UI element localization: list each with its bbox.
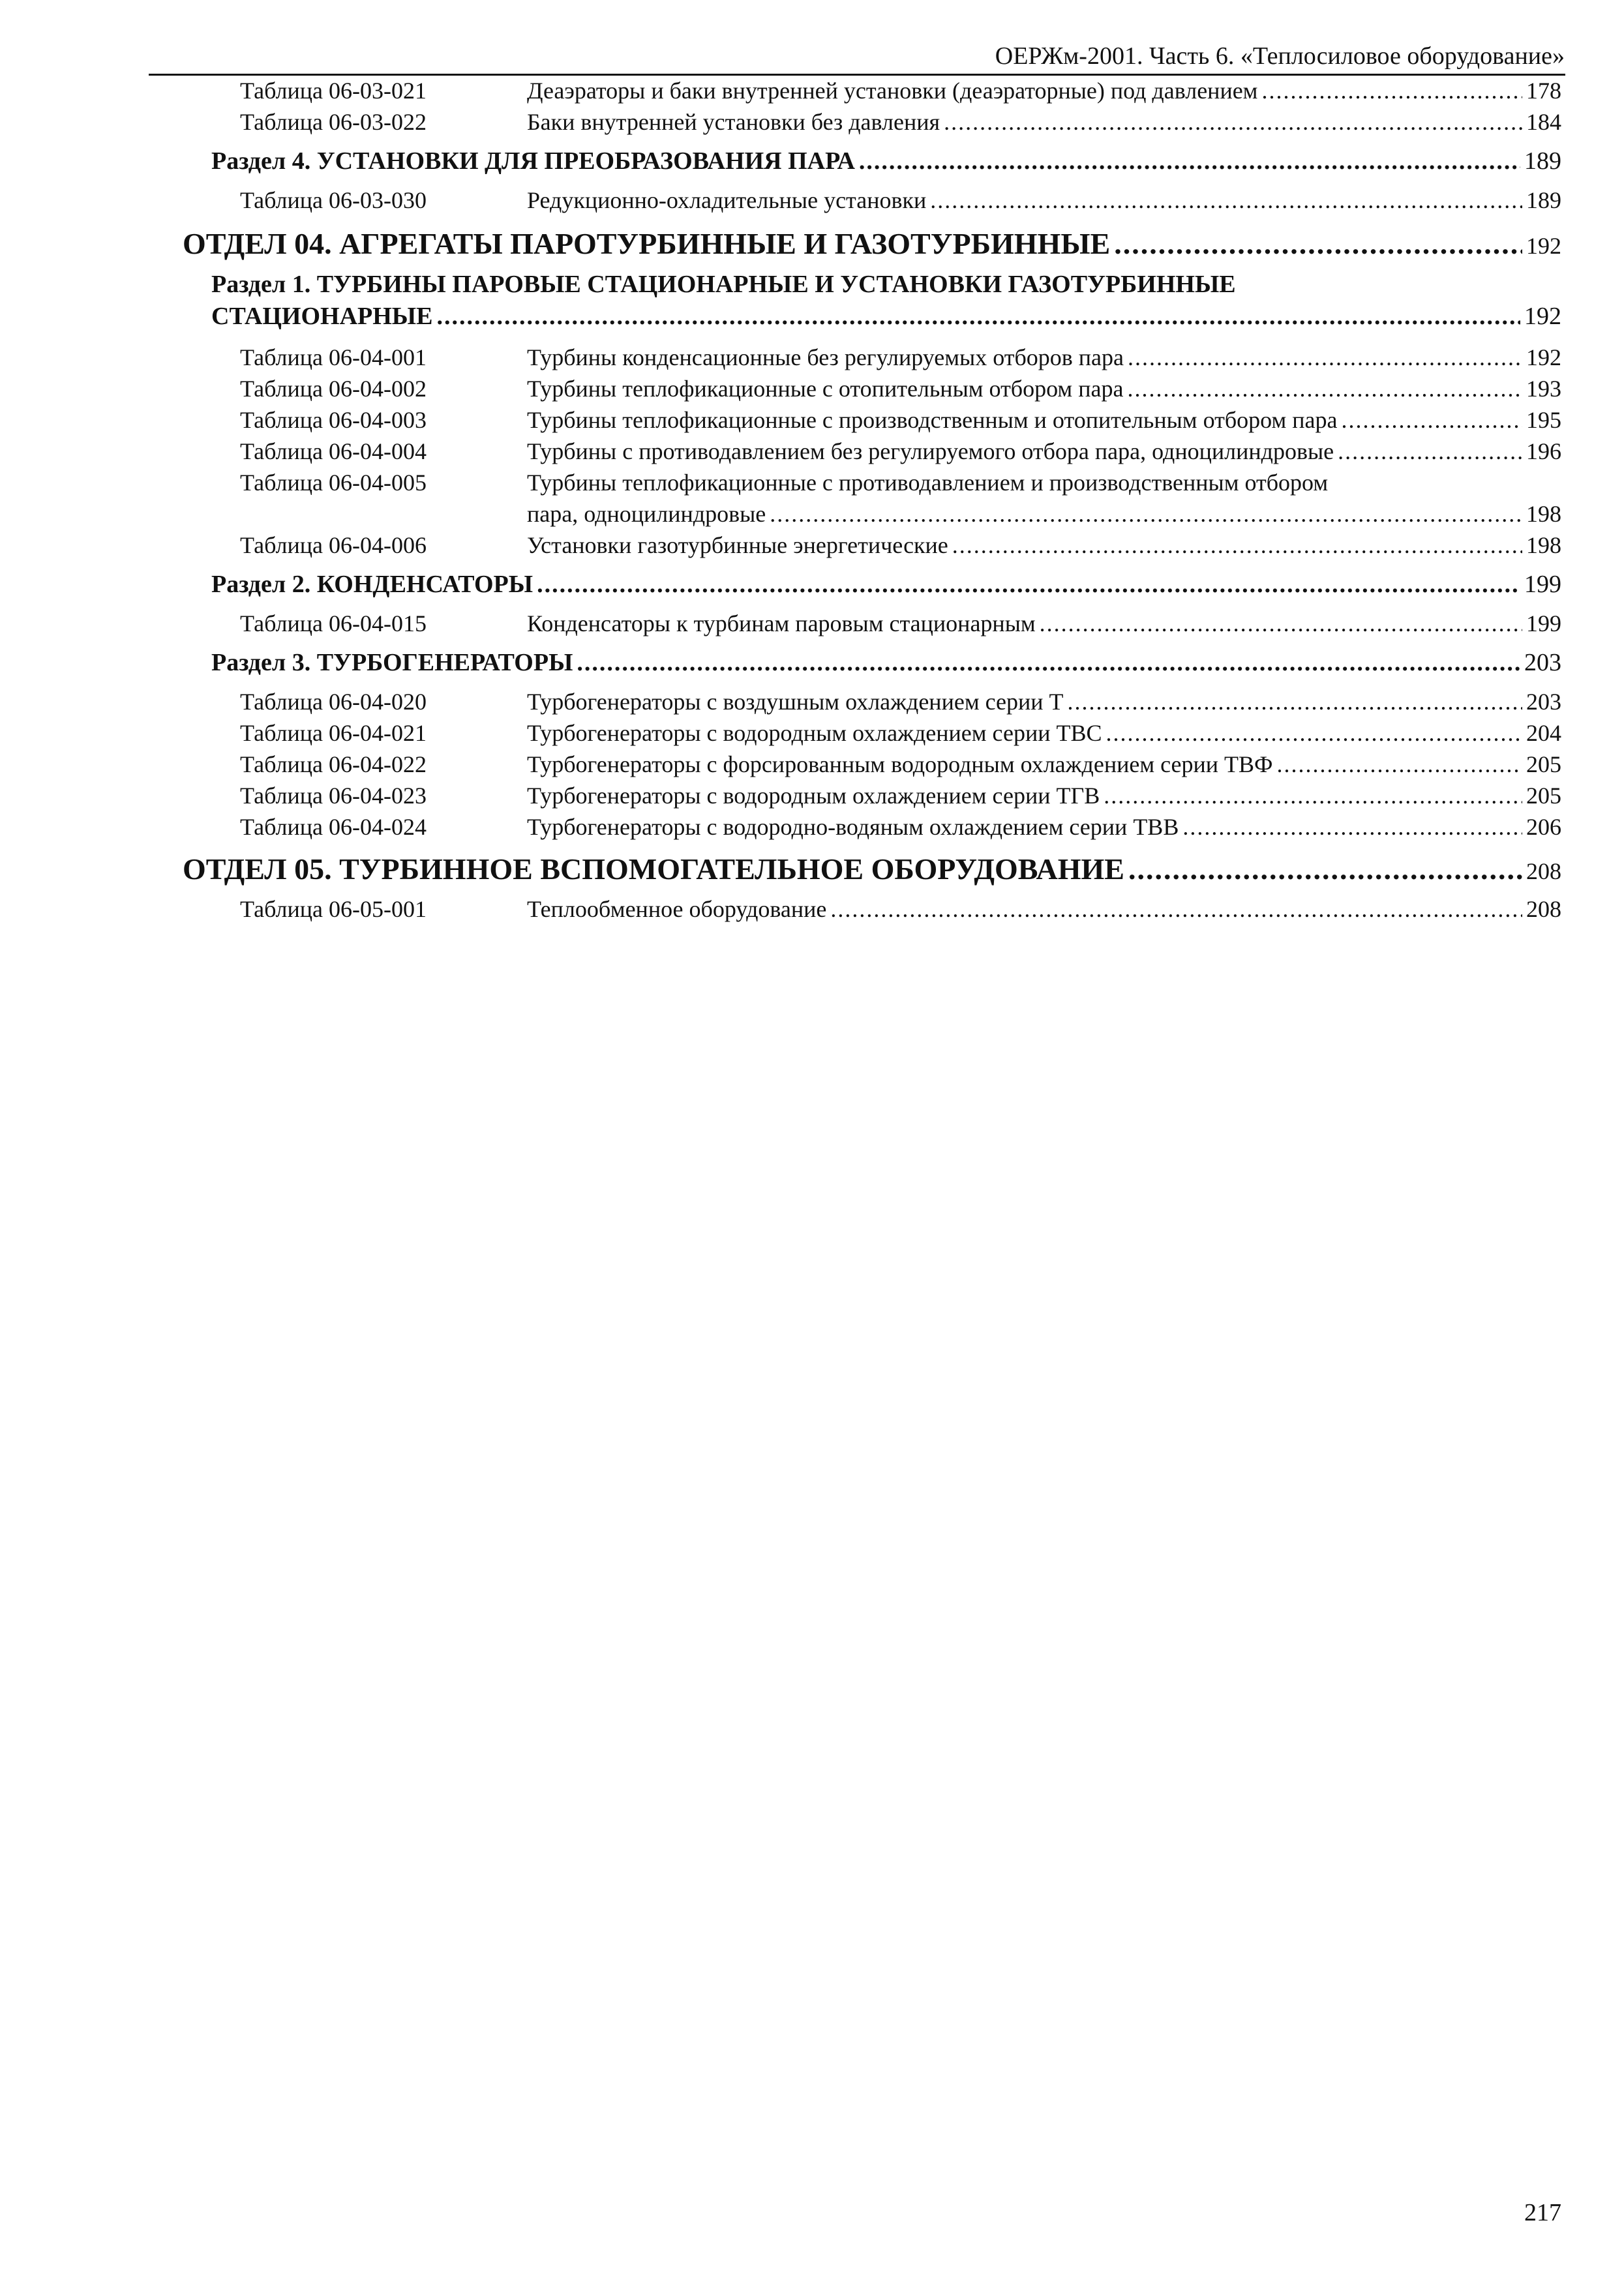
header-rule: [149, 74, 1565, 76]
toc-entry-page: 208: [1526, 896, 1561, 922]
toc-entry-code: Таблица 06-04-020: [240, 689, 427, 715]
dot-leader: [1104, 782, 1522, 809]
toc-entry-06-04-003[interactable]: [240, 406, 1561, 434]
toc-entry-page: 204: [1526, 720, 1561, 746]
toc-entry-page: 189: [1526, 187, 1561, 213]
toc-entry-title: Теплообменное оборудование: [527, 896, 827, 922]
page-number: 217: [1524, 2199, 1561, 2226]
toc-entry-page: 193: [1526, 376, 1561, 402]
toc-division-page: 192: [1526, 233, 1561, 259]
dot-leader: [952, 531, 1522, 559]
toc-section-page: 203: [1524, 649, 1561, 676]
toc-entry-page: 198: [1526, 532, 1561, 558]
dot-leader: [577, 648, 1520, 677]
toc-section-razdel-2[interactable]: [211, 570, 1561, 599]
toc-entry-06-04-015[interactable]: [240, 610, 1561, 637]
toc-entry-page: 195: [1526, 407, 1561, 433]
toc-entry-page: 178: [1526, 78, 1561, 104]
dot-leader: [1114, 226, 1522, 261]
dot-leader: [770, 500, 1522, 528]
toc-section-page: 199: [1524, 571, 1561, 598]
toc-entry-page: 196: [1526, 438, 1561, 464]
toc-entry-title: Деаэраторы и баки внутренней установки (деаэраторные) под давлением: [527, 78, 1258, 104]
dot-leader: [1341, 406, 1522, 434]
toc-entry-06-04-021[interactable]: [240, 719, 1561, 747]
dot-leader: [1106, 719, 1523, 747]
dot-leader: [1127, 375, 1522, 402]
toc-entry-06-05-001[interactable]: [240, 895, 1561, 923]
dot-leader: [830, 895, 1522, 923]
toc-division-title: ОТДЕЛ 04. АГРЕГАТЫ ПАРОТУРБИННЫЕ И ГАЗОТУРБИННЫЕ: [183, 227, 1111, 260]
dot-leader: [1128, 852, 1522, 886]
toc-entry-code: Таблица 06-04-004: [240, 438, 427, 464]
toc-division-title: ОТДЕЛ 05. ТУРБИННОЕ ВСПОМОГАТЕЛЬНОЕ ОБОРУДОВАНИЕ: [183, 852, 1124, 886]
dot-leader: [1068, 688, 1522, 715]
toc-entry-page: 199: [1526, 610, 1561, 636]
toc-entry-06-04-023[interactable]: [240, 782, 1561, 809]
toc-division-otdel-04[interactable]: [183, 226, 1561, 261]
dot-leader: [859, 147, 1520, 175]
toc-entry-page: 184: [1526, 109, 1561, 135]
toc-entry-title: Турбины конденсационные без регулируемых отборов пара: [527, 344, 1124, 370]
toc-entry-code: Таблица 06-04-001: [240, 344, 427, 370]
toc-entry-code: Таблица 06-05-001: [240, 896, 427, 922]
running-header: ОЕРЖм-2001. Часть 6. «Теплосиловое оборудование»: [995, 42, 1565, 70]
toc-entry-06-03-022[interactable]: [240, 108, 1561, 136]
toc-entry-06-04-005[interactable]: [527, 500, 1561, 528]
toc-section-page: 192: [1524, 303, 1561, 330]
toc-entry-page: 192: [1526, 344, 1561, 370]
dot-leader: [1040, 610, 1522, 637]
dot-leader: [1277, 751, 1523, 778]
toc-entry-code: Таблица 06-04-021: [240, 720, 427, 746]
toc-entry-06-04-002[interactable]: [240, 375, 1561, 402]
toc-section-razdel-3[interactable]: [211, 648, 1561, 677]
toc-section-razdel-1-line1[interactable]: Раздел 1. ТУРБИНЫ ПАРОВЫЕ СТАЦИОНАРНЫЕ И УСТАНОВКИ ГАЗОТУРБИННЫЕ: [211, 271, 1236, 298]
toc-section-title: СТАЦИОНАРНЫЕ: [211, 303, 433, 330]
toc-entry-06-04-005-line1[interactable]: Турбины теплофикационные с противодавлением и производственным отбором: [527, 470, 1329, 496]
dot-leader: [537, 570, 1520, 599]
toc-entry-06-04-020[interactable]: [240, 688, 1561, 715]
toc-entry-code: Таблица 06-03-021: [240, 78, 427, 104]
toc-entry-06-04-024[interactable]: [240, 813, 1561, 841]
toc-entry-code: Таблица 06-04-023: [240, 783, 427, 809]
dot-leader: [1182, 813, 1522, 841]
toc-entry-title: Редукционно-охладительные установки: [527, 187, 927, 213]
toc-entry-06-03-021[interactable]: [240, 77, 1561, 104]
toc-entry-title: Турбогенераторы с форсированным водородным охлаждением серии ТВФ: [527, 751, 1273, 777]
toc-entry-title: Баки внутренней установки без давления: [527, 109, 940, 135]
dot-leader: [930, 187, 1522, 214]
toc-entry-title: Турбогенераторы с водородным охлаждением серии ТВС: [527, 720, 1102, 746]
toc-section-title: Раздел 3. ТУРБОГЕНЕРАТОРЫ: [211, 649, 573, 676]
toc-entry-page: 206: [1526, 814, 1561, 840]
toc-entry-06-04-022[interactable]: [240, 751, 1561, 778]
toc-entry-06-04-006[interactable]: [240, 531, 1561, 559]
toc-entry-page: 198: [1526, 501, 1561, 527]
toc-entry-code: Таблица 06-04-022: [240, 751, 427, 777]
toc-entry-title: Турбины теплофикационные с производственным и отопительным отбором пара: [527, 407, 1338, 433]
toc-division-page: 208: [1526, 858, 1561, 884]
toc-entry-title: Турбины теплофикационные с отопительным отбором пара: [527, 376, 1124, 402]
dot-leader: [436, 302, 1520, 331]
toc-entry-title: пара, одноцилиндровые: [527, 501, 766, 527]
toc-entry-code: Таблица 06-03-030: [240, 187, 427, 213]
toc-entry-page: 205: [1526, 783, 1561, 809]
toc-entry-title: Турбогенераторы с водородно-водяным охлаждением серии ТВВ: [527, 814, 1179, 840]
toc-entry-code: Таблица 06-04-002: [240, 376, 427, 402]
toc-division-otdel-05[interactable]: [183, 852, 1561, 886]
toc-entry-code: Таблица 06-04-003: [240, 407, 427, 433]
toc-entry-title: Турбогенераторы с водородным охлаждением серии ТГВ: [527, 783, 1100, 809]
toc-entry-page: 205: [1526, 751, 1561, 777]
toc-section-razdel-1[interactable]: [211, 302, 1561, 331]
toc-section-title: Раздел 2. КОНДЕНСАТОРЫ: [211, 571, 534, 598]
toc-entry-06-03-030[interactable]: [240, 187, 1561, 214]
toc-section-title: Раздел 4. УСТАНОВКИ ДЛЯ ПРЕОБРАЗОВАНИЯ ПАРА: [211, 147, 855, 175]
dot-leader: [944, 108, 1522, 136]
toc-entry-06-04-005-code[interactable]: Таблица 06-04-005: [240, 470, 427, 496]
toc-entry-title: Конденсаторы к турбинам паровым стационарным: [527, 610, 1036, 636]
toc-entry-code: Таблица 06-03-022: [240, 109, 427, 135]
toc-entry-page: 203: [1526, 689, 1561, 715]
toc-entry-title: Турбогенераторы с воздушным охлаждением серии Т: [527, 689, 1064, 715]
toc-section-razdel-4[interactable]: [211, 147, 1561, 175]
dot-leader: [1261, 77, 1522, 104]
toc-section-page: 189: [1524, 147, 1561, 175]
dot-leader: [1128, 344, 1522, 371]
toc-entry-code: Таблица 06-04-015: [240, 610, 427, 636]
toc-entry-title: Турбины с противодавлением без регулируемого отбора пара, одноцилиндровые: [527, 438, 1334, 464]
toc-entry-06-04-001[interactable]: [240, 344, 1561, 371]
dot-leader: [1338, 438, 1522, 465]
toc-entry-code: Таблица 06-04-024: [240, 814, 427, 840]
toc-entry-title: Установки газотурбинные энергетические: [527, 532, 948, 558]
toc-entry-06-04-004[interactable]: [240, 438, 1561, 465]
toc-entry-code: Таблица 06-04-006: [240, 532, 427, 558]
